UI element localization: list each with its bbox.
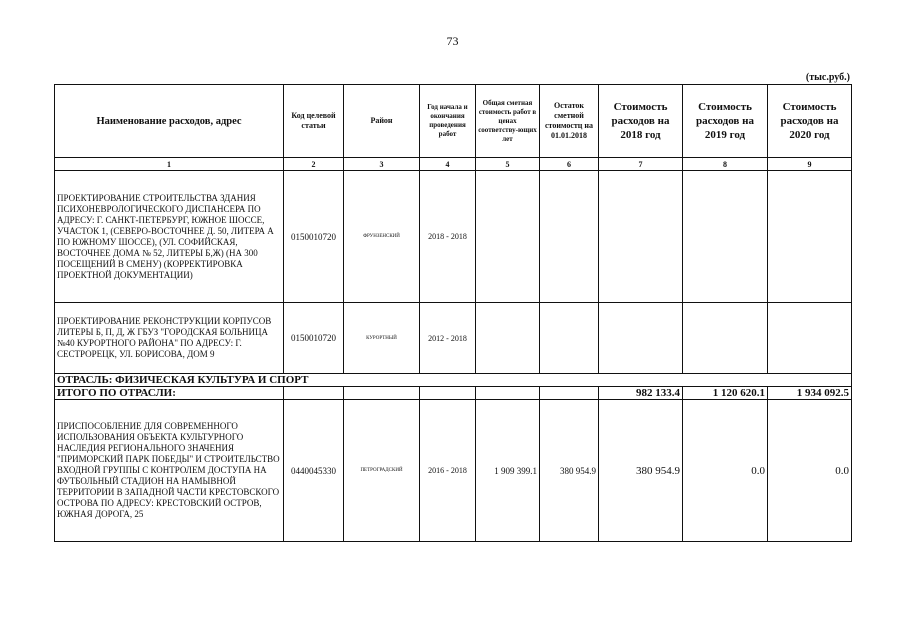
column-number: 2 [284, 158, 344, 171]
row-code: 0150010720 [284, 303, 344, 374]
section-total-row [55, 387, 852, 400]
expenses-table [54, 84, 852, 542]
row-district: КУРОРТНЫЙ [344, 303, 420, 374]
header-district: Район [344, 85, 420, 158]
column-number: 4 [420, 158, 476, 171]
row-years: 2016 - 2018 [420, 400, 476, 542]
empty-cell [284, 387, 344, 400]
header-remainder: Остаток сметной стоимостц на 01.01.2018 [540, 85, 599, 158]
column-number: 7 [599, 158, 683, 171]
page-number: 73 [446, 34, 459, 48]
row-cost-2018 [599, 171, 683, 303]
row-years: 2012 - 2018 [420, 303, 476, 374]
row-total-cost [476, 171, 540, 303]
section-total-2020: 1 934 092.5 [768, 387, 852, 400]
section-row [55, 374, 852, 387]
section-total-label: ИТОГО ПО ОТРАСЛИ: [55, 387, 284, 400]
row-cost-2020 [768, 303, 852, 374]
header-cost-2020: Стоимость расходов на 2020 год [768, 85, 852, 158]
row-name: ПРОЕКТИРОВАНИЕ РЕКОНСТРУКЦИИ КОРПУСОВ ЛИТЕРЫ Б, П, Д, Ж ГБУЗ "ГОРОДСКАЯ БОЛЬНИЦА №40 КУРОРТНОГО РАЙОНА" ПО АДРЕСУ: Г. СЕСТРОРЕЦК, УЛ. БОРИСОВА, ДОМ 9 [55, 303, 284, 374]
header-code: Код целевой статьи [284, 85, 344, 158]
row-cost-2019 [683, 171, 768, 303]
table-row [55, 400, 852, 542]
row-name: ПРИСПОСОБЛЕНИЕ ДЛЯ СОВРЕМЕННОГО ИСПОЛЬЗОВАНИЯ ОБЪЕКТА КУЛЬТУРНОГО НАСЛЕДИЯ РЕГИОНАЛЬНОГО ЗНАЧЕНИЯ "ПРИМОРСКИЙ ПАРК ПОБЕДЫ" И СТРОИТЕЛЬСТВО ВХОДНОЙ ГРУППЫ С КОНТРОЛЕМ ДОСТУПА НА ФУТБОЛЬНЫЙ СТАДИОН НА НАМЫВНОЙ ТЕРРИТОРИИ В ЗАПАДНОЙ ЧАСТИ КРЕСТОВСКОГО ОСТРОВА ПО АДРЕСУ: КРЕСТОВСКИЙ ОСТРОВ, ЮЖНАЯ ДОРОГА, 25 [55, 400, 284, 542]
column-number: 1 [55, 158, 284, 171]
units-label: (тыс.руб.) [805, 72, 850, 83]
section-total-2019: 1 120 620.1 [683, 387, 768, 400]
header-cost-2019: Стоимость расходов на 2019 год [683, 85, 768, 158]
header-name: Наименование расходов, адрес [55, 85, 284, 158]
section-title: ОТРАСЛЬ: ФИЗИЧЕСКАЯ КУЛЬТУРА И СПОРТ [55, 374, 852, 387]
column-number: 9 [768, 158, 852, 171]
row-cost-2020 [768, 171, 852, 303]
row-code: 0150010720 [284, 171, 344, 303]
table-row [55, 171, 852, 303]
header-total-cost: Общая сметная стоимость работ в ценах соответству-ющих лет [476, 85, 540, 158]
row-cost-2018 [599, 303, 683, 374]
row-total-cost [476, 303, 540, 374]
empty-cell [540, 387, 599, 400]
row-name: ПРОЕКТИРОВАНИЕ СТРОИТЕЛЬСТВА ЗДАНИЯ ПСИХОНЕВРОЛОГИЧЕСКОГО ДИСПАНСЕРА ПО АДРЕСУ: Г. САНКТ-ПЕТЕРБУРГ, ЮЖНОЕ ШОССЕ, УЧАСТОК 1, (СЕВЕРО-ВОСТОЧНЕЕ Д. 50, ЛИТЕРА А ПО ЮЖНОМУ ШОССЕ), (УЛ. СОФИЙСКАЯ, ВОСТОЧНЕЕ ДОМА № 52, ЛИТЕРЫ Б,Ж) (НА 300 ПОСЕЩЕНИЙ В СМЕНУ) (КОРРЕКТИРОВКА ПРОЕКТНОЙ ДОКУМЕНТАЦИИ) [55, 171, 284, 303]
row-district: ПЕТРОГРАДСКИЙ [344, 400, 420, 542]
header-row [55, 85, 852, 158]
empty-cell [420, 387, 476, 400]
table-row [55, 303, 852, 374]
column-number: 3 [344, 158, 420, 171]
row-remainder [540, 171, 599, 303]
empty-cell [344, 387, 420, 400]
column-number: 8 [683, 158, 768, 171]
row-years: 2018 - 2018 [420, 171, 476, 303]
row-cost-2019 [683, 303, 768, 374]
row-cost-2019: 0.0 [683, 400, 768, 542]
header-cost-2018: Стоимость расходов на 2018 год [599, 85, 683, 158]
row-total-cost: 1 909 399.1 [476, 400, 540, 542]
column-number-row [55, 158, 852, 171]
empty-cell [476, 387, 540, 400]
column-number: 5 [476, 158, 540, 171]
row-district: ФРУНЗЕНСКИЙ [344, 171, 420, 303]
row-cost-2018: 380 954.9 [599, 400, 683, 542]
row-cost-2020: 0.0 [768, 400, 852, 542]
column-number: 6 [540, 158, 599, 171]
header-years: Год начала и окончания проведения работ [420, 85, 476, 158]
section-total-2018: 982 133.4 [599, 387, 683, 400]
row-remainder [540, 303, 599, 374]
row-remainder: 380 954.9 [540, 400, 599, 542]
row-code: 0440045330 [284, 400, 344, 542]
